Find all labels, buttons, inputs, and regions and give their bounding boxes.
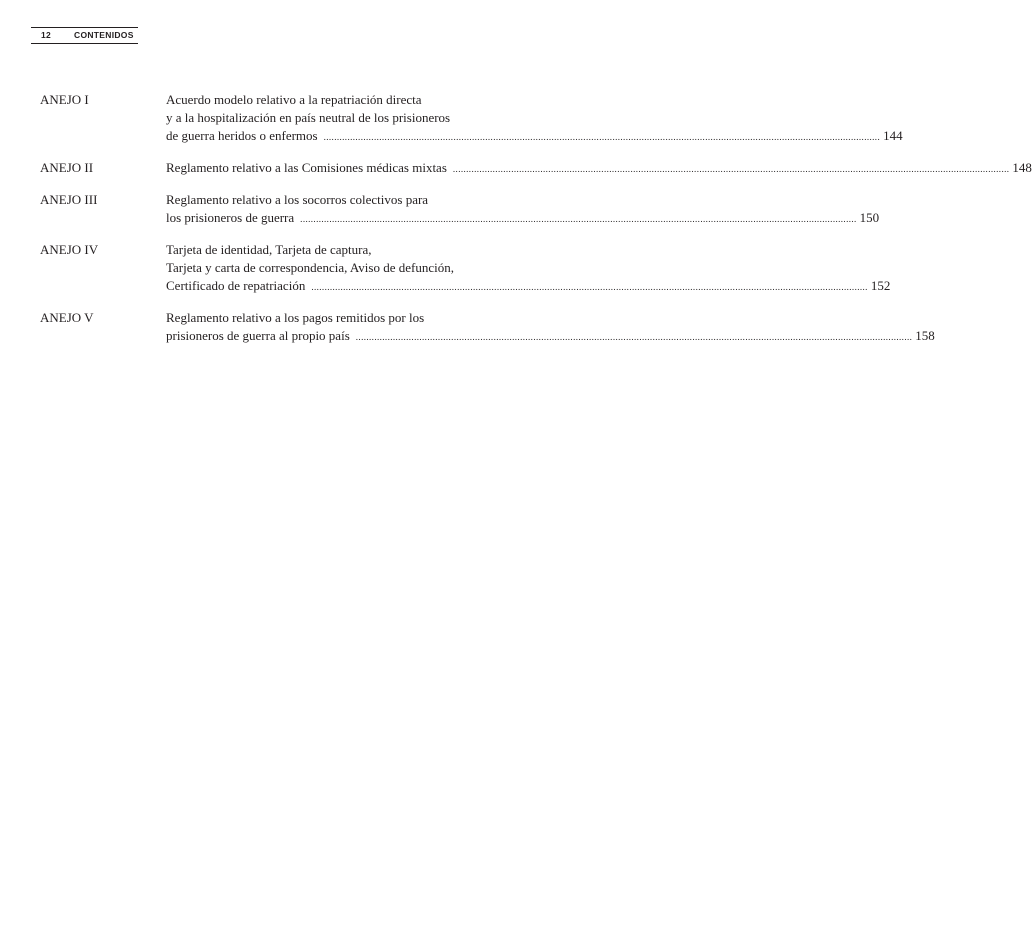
dot-leader [453, 160, 1010, 178]
toc-entry-line: Reglamento relativo a las Comisiones médicas mixtas [166, 160, 447, 175]
toc-entry-title [166, 159, 1032, 178]
toc-entry-line: Reglamento relativo a los pagos remitidos por los [166, 310, 425, 325]
toc-entry-last-line [166, 127, 903, 146]
toc-entry-line: prisioneros de guerra al propio país [166, 328, 350, 343]
toc-entry-line: Reglamento relativo a los socorros colectivos para [166, 192, 429, 207]
toc-entry-title [166, 309, 935, 346]
toc-entry-line: de guerra heridos o enfermos [166, 128, 318, 143]
toc-entry-anejo-iii [40, 191, 880, 228]
toc-entry-label: ANEJO II [40, 160, 94, 175]
running-head [31, 27, 138, 44]
toc-entry-label: ANEJO V [40, 310, 94, 325]
toc-entry-title [166, 241, 890, 296]
toc-entry-last-line [166, 159, 1032, 178]
toc-entry-anejo-ii [40, 159, 1032, 178]
toc-entry-last-line [166, 277, 890, 296]
toc-entry-anejo-iv [40, 241, 891, 296]
toc-entry-title [166, 91, 903, 146]
toc-entry-line: Certificado de repatriación [166, 278, 306, 293]
toc-entry-line: Acuerdo modelo relativo a la repatriación directa [166, 92, 422, 107]
toc-entry-label: ANEJO I [40, 92, 89, 107]
dot-leader [356, 328, 913, 346]
toc-entry-last-line [166, 209, 879, 228]
toc-entry-line: los prisioneros de guerra [166, 210, 295, 225]
page-number: 12 [41, 30, 52, 40]
toc-entry-line: Tarjeta y carta de correspondencia, Aviso de defunción, [166, 260, 454, 275]
toc-entry-label: ANEJO III [40, 192, 98, 207]
dot-leader [300, 210, 857, 228]
dot-leader [311, 278, 868, 296]
toc-entry-anejo-v [40, 309, 935, 346]
toc-page-number: 158 [915, 328, 935, 343]
toc-page-number: 144 [883, 128, 903, 143]
section-title: CONTENIDOS [74, 30, 134, 40]
toc-page-number: 148 [1012, 160, 1032, 175]
toc-entry-title [166, 191, 879, 228]
dot-leader [324, 128, 881, 146]
toc-entry-line: Tarjeta de identidad, Tarjeta de captura, [166, 242, 372, 257]
toc-page-number: 150 [859, 210, 880, 225]
toc-entry-label: ANEJO IV [40, 242, 99, 257]
table-of-contents [40, 91, 1032, 359]
toc-entry-line: y a la hospitalización en país neutral de los prisioneros [166, 110, 451, 125]
toc-entry-last-line [166, 327, 935, 346]
toc-page-number: 152 [870, 278, 891, 293]
toc-entry-anejo-i [40, 91, 903, 146]
